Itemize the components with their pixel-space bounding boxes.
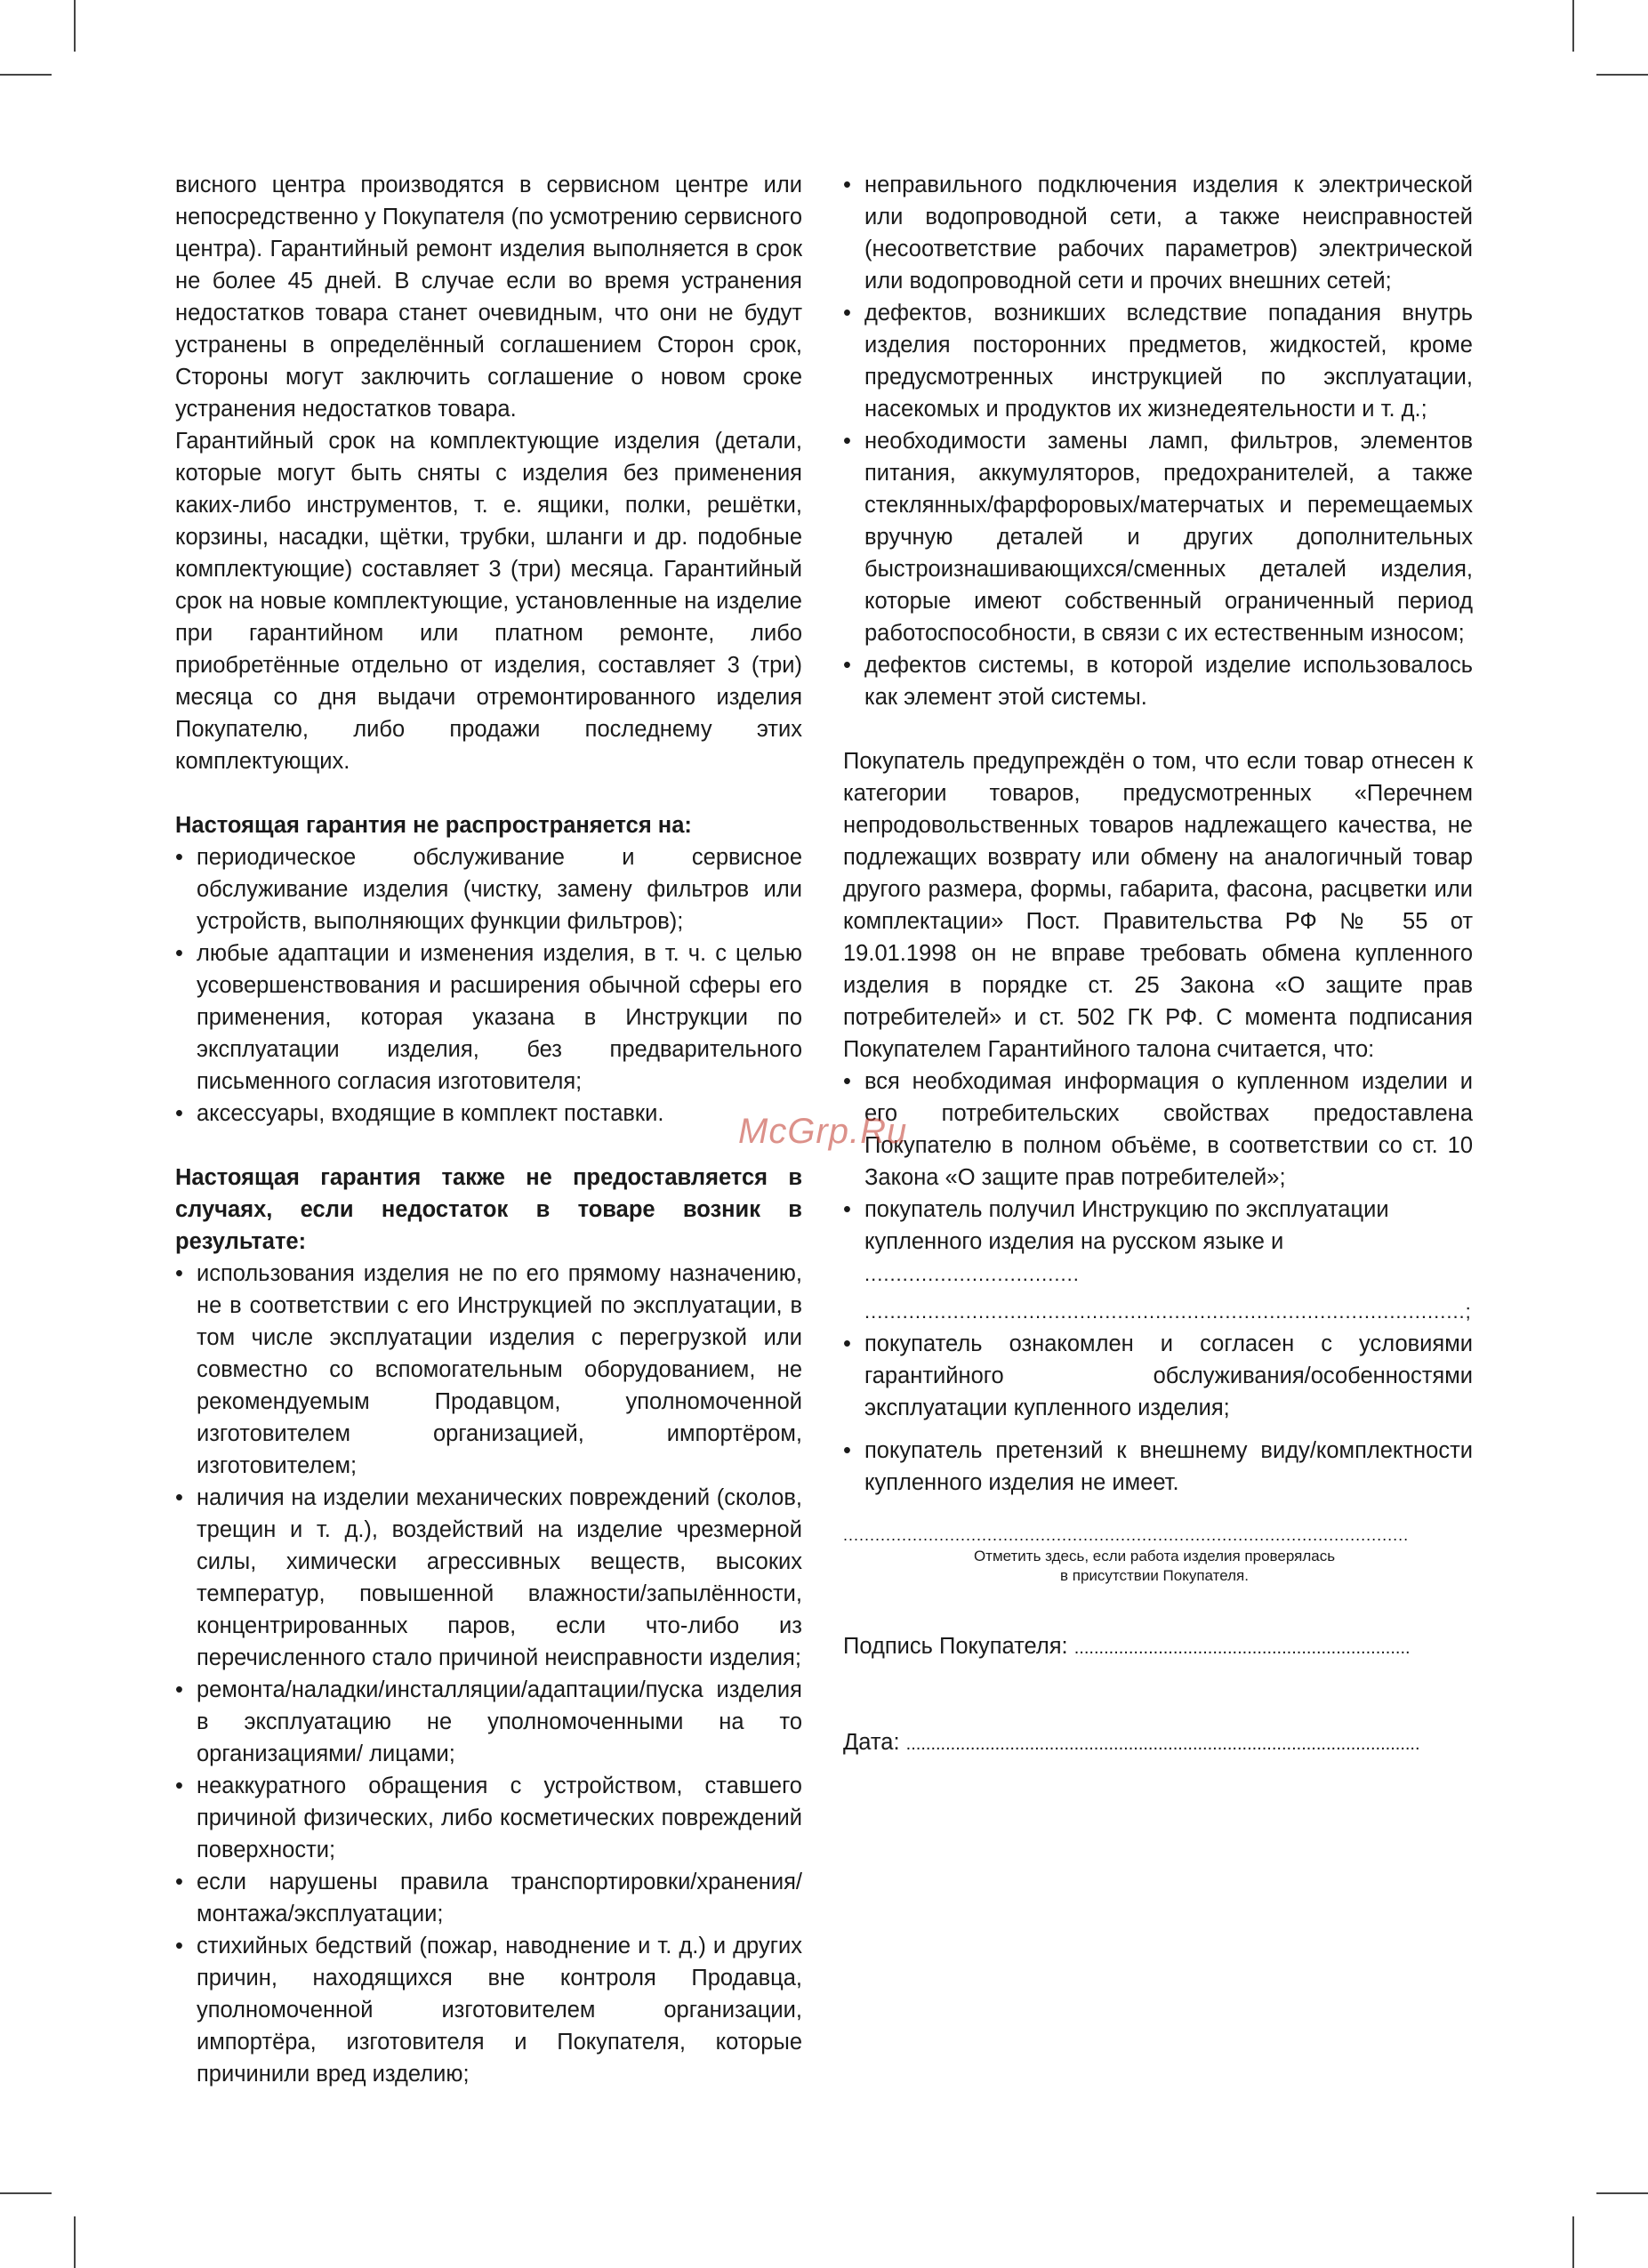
right-column — [843, 169, 1473, 1760]
bullet-icon: • — [843, 429, 851, 454]
crop-mark — [1572, 0, 1574, 52]
bullet-icon: • — [843, 301, 851, 326]
bullet-icon: • — [843, 173, 851, 197]
list-item: • необходимости замены ламп, фильтров, элементов питания, аккумуляторов, предохранителей, а также стеклянных/фарфоровых/матерчатых и перемещаемых вручную деталей и других дополнительных быстроизнашивающихся/сменных деталей изделия, которые имеют собственный ограниченный период работоспособности, в связи с их естественным износом; — [843, 425, 1473, 649]
list-item: • ремонта/наладки/инсталляции/адаптации/пуска изделия в эксплуатацию не уполномоченными на то организациями/ лицами; — [175, 1674, 802, 1770]
not-covered-list — [175, 841, 802, 1130]
list-item: • дефектов, возникших вследствие попадания внутрь изделия посторонних предметов, жидкостей, кроме предусмотренных инструкцией по эксплуатации, насекомых и продуктов их жизнедеятельности и т. д.; — [843, 297, 1473, 425]
list-item: • любые адаптации и изменения изделия, в т. ч. с целью усовершенствования и расширения обычной сферы его применения, которая указана в Инструкции по эксплуатации изделия, без предварительного письменного согласия изготовителя; — [175, 937, 802, 1098]
bullet-icon: • — [175, 1870, 183, 1894]
date-row — [843, 1726, 1473, 1760]
list-item: • вся необходимая информация о купленном изделии и его потребительских свойствах предоставлена Покупателю в полном объёме, в соответствии со ст. 10 Закона «О защите прав потребителей»; — [843, 1066, 1473, 1194]
bullet-icon: • — [175, 941, 183, 966]
bullet-icon: • — [175, 1485, 183, 1510]
list-item: • дефектов системы, в которой изделие использовалось как элемент этой системы. — [843, 649, 1473, 713]
buyer-paragraph: Покупатель предупреждён о том, что если товар отнесен к категории товаров, предусмотренных «Перечнем непродовольственных товаров надлежащего качества, не подлежащих возврату или обмену на аналогичный товар другого размера, формы, габарита, фасона, расцветки или комплектации» Пост. Правительства РФ № 55 от 19.01.1998 он не вправе требовать обмена купленного изделия в порядке ст. 25 Закона «О защите прав потребителей» и ст. 502 ГК РФ. С момента подписания Покупателем Гарантийного талона считается, что: — [843, 749, 1473, 1062]
instruction-blank-dots[interactable]: .................................. — [864, 1263, 1080, 1285]
check-mark-field[interactable]: .......................................................................................................... — [843, 1526, 1410, 1544]
buyer-list — [843, 1066, 1473, 1424]
check-note: в присутствии Покупателя. — [1060, 1567, 1249, 1584]
list-item: • если нарушены правила транспортировки/хранения/ монтажа/эксплуатации; — [175, 1866, 802, 1930]
bullet-icon: • — [175, 1261, 183, 1286]
list-item: • использования изделия не по его прямому назначению, не в соответствии с его Инструкцией по эксплуатации, в том числе эксплуатации изделия с перегрузкой или совместно со вспомогательным оборудованием, не рекомендуемым Продавцом, уполномоченной изготовителем организацией, импортёром, изготовителем; — [175, 1258, 802, 1482]
left-column — [175, 169, 802, 2090]
bullet-icon: • — [843, 1197, 851, 1222]
date-field[interactable]: ........................................................................................................ — [905, 1734, 1420, 1754]
bullet-icon: • — [843, 653, 851, 678]
watermark: McGrp.Ru — [738, 1112, 908, 1151]
check-note: Отметить здесь, если работа изделия проверялась — [973, 1548, 1336, 1564]
list-item: • покупатель ознакомлен и согласен с условиями гарантийного обслуживания/особенностями эксплуатации купленного изделия; — [843, 1328, 1473, 1424]
signature-row — [843, 1630, 1473, 1664]
heading-not-covered: Настоящая гарантия не распространяется на: — [175, 813, 692, 838]
bullet-icon: • — [843, 1331, 851, 1356]
list-item: • покупатель претензий к внешнему виду/комплектности купленного изделия не имеет. — [843, 1435, 1473, 1499]
instruction-blank-dots[interactable]: ...............................................................................................; — [864, 1300, 1472, 1323]
crop-mark — [1572, 2216, 1574, 2268]
heading-not-provided: Настоящая гарантия также не предоставляется в случаях, если недостаток в товаре возник в результате: — [175, 1165, 802, 1254]
bullet-icon: • — [175, 1101, 183, 1126]
list-item: • стихийных бедствий (пожар, наводнение и т. д.) и других причин, находящихся вне контроля Продавца, уполномоченной изготовителем организации, импортёра, изготовителя и Покупателя, которые причинили вред изделию; — [175, 1930, 802, 2090]
bullet-icon: • — [175, 1934, 183, 1958]
date-label: Дата: — [843, 1730, 900, 1755]
bullet-icon: • — [843, 1069, 851, 1094]
crop-mark — [0, 74, 52, 76]
intro-paragraph: Гарантийный срок на комплектующие изделия (детали, которые могут быть сняты с изделия без применения каких-либо инструментов, т. е. ящики, полки, решётки, корзины, насадки, щётки, трубки, шланги и др. подобные комплектующие) составляет 3 (три) месяца. Гарантийный срок на новые комплектующие, установленные на изделие при гарантийном или платном ремонте, либо приобретённые отдельно от изделия, составляет 3 (три) месяца со дня выдачи отремонтированного изделия Покупателю, либо продажи последнему этих комплектующих. — [175, 429, 802, 774]
intro-paragraph: висного центра производятся в сервисном центре или непосредственно у Покупателя (по усмотрению сервисного центра). Гарантийный ремонт изделия выполняется в срок не более 45 дней. В случае если во время устранения недостатков товара станет очевидным, что они не будут устранены в определённый соглашением Сторон срок, Стороны могут заключить соглашение о новом сроке устранения недостатков товара. — [175, 173, 802, 422]
list-item: • наличия на изделии механических повреждений (сколов, трещин и т. д.), воздействий на изделие чрезмерной силы, химически агрессивных веществ, высоких температур, повышенной влажности/запылённости, концентрированных паров, если что-либо из перечисленного стало причиной неисправности изделия; — [175, 1482, 802, 1674]
bullet-icon: • — [175, 1677, 183, 1702]
bullet-icon: • — [843, 1438, 851, 1463]
list-item: • периодическое обслуживание и сервисное обслуживание изделия (чистку, замену фильтров или устройств, выполняющих функции фильтров); — [175, 841, 802, 937]
list-item: • аксессуары, входящие в комплект поставки. — [175, 1098, 802, 1130]
list-item: • покупатель получил Инструкцию по эксплуатации купленного изделия на русском языке и .................................. ...............................................................................................; — [843, 1194, 1473, 1328]
claims-list — [843, 1435, 1473, 1499]
list-item: • неправильного подключения изделия к электрической или водопроводной сети, а также неисправностей (несоответствие рабочих параметров) электрической или водопроводной сети и прочих внешних сетей; — [843, 169, 1473, 297]
crop-mark — [74, 0, 76, 52]
crop-mark — [74, 2216, 76, 2268]
crop-mark — [1596, 2192, 1648, 2194]
list-item: • неаккуратного обращения с устройством, ставшего причиной физических, либо косметических повреждений поверхности; — [175, 1770, 802, 1866]
continued-list — [843, 169, 1473, 713]
signature-label: Подпись Покупателя: — [843, 1634, 1068, 1659]
crop-mark — [1596, 74, 1648, 76]
bullet-icon: • — [175, 845, 183, 870]
crop-mark — [0, 2192, 52, 2194]
bullet-icon: • — [175, 1773, 183, 1798]
signature-field[interactable]: .................................................................... — [1073, 1638, 1411, 1658]
not-provided-list — [175, 1258, 802, 2090]
